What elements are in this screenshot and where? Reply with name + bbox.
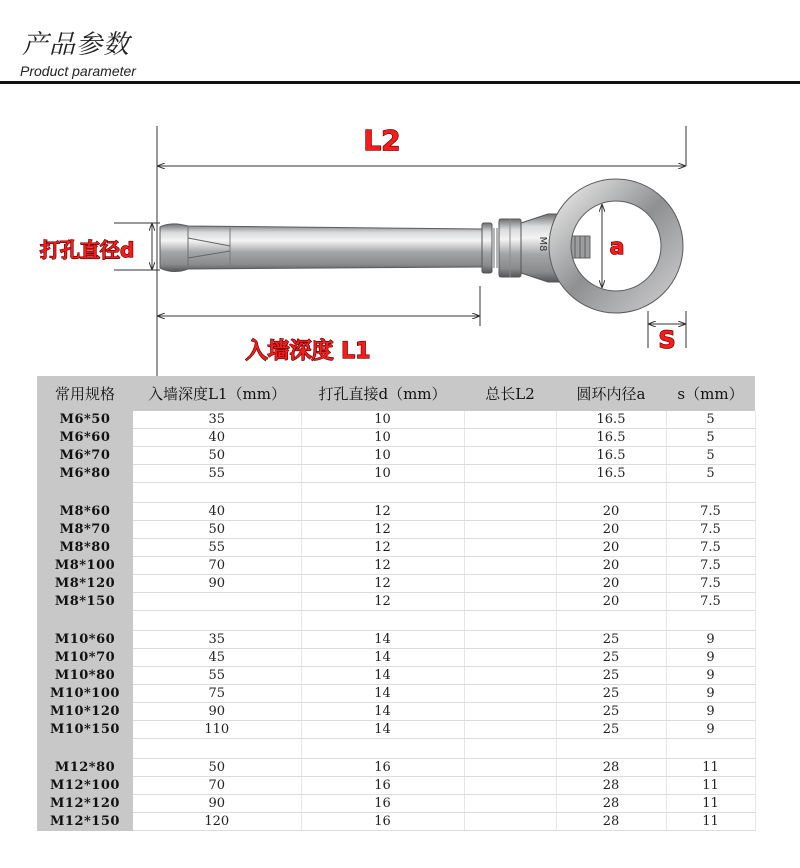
cell-model: M6*60 (37, 429, 133, 447)
cell-model: M8*120 (37, 575, 133, 593)
spacer-cell (666, 611, 755, 631)
cell-total-length (464, 411, 556, 429)
cell-ring-inner-diameter: 28 (556, 759, 666, 777)
cell-embed-depth: 50 (133, 447, 301, 465)
cell-s: 7.5 (666, 575, 755, 593)
eye-bolt-diagram (0, 86, 800, 376)
cell-total-length (464, 667, 556, 685)
cell-model: M10*100 (37, 685, 133, 703)
table-row (37, 575, 755, 593)
label-ring-thickness: S (658, 326, 676, 354)
cell-ring-inner-diameter: 25 (556, 667, 666, 685)
cell-embed-depth: 90 (133, 703, 301, 721)
cell-embed-depth: 55 (133, 465, 301, 483)
cell-embed-depth: 40 (133, 503, 301, 521)
cell-total-length (464, 631, 556, 649)
cell-drill-diameter: 10 (301, 447, 464, 465)
cell-ring-inner-diameter: 28 (556, 795, 666, 813)
table-row (37, 667, 755, 685)
cell-s: 9 (666, 631, 755, 649)
table-row (37, 631, 755, 649)
page-title: 产品参数 (22, 30, 131, 60)
cell-s: 7.5 (666, 593, 755, 611)
cell-drill-diameter: 10 (301, 465, 464, 483)
cell-s: 9 (666, 667, 755, 685)
table-row (37, 465, 755, 483)
cell-drill-diameter: 12 (301, 503, 464, 521)
table-row (37, 649, 755, 667)
spec-table-body (37, 411, 755, 831)
table-row (37, 721, 755, 739)
cell-model: M10*80 (37, 667, 133, 685)
cell-total-length (464, 777, 556, 795)
spacer-cell (133, 739, 301, 759)
cell-embed-depth: 55 (133, 667, 301, 685)
cell-s: 11 (666, 813, 755, 831)
cell-model: M12*120 (37, 795, 133, 813)
cell-total-length (464, 593, 556, 611)
group-spacer-row (37, 611, 755, 631)
cell-total-length (464, 521, 556, 539)
cell-ring-inner-diameter: 25 (556, 703, 666, 721)
label-drill-diameter: 打孔直径d (40, 238, 135, 262)
cell-model: M8*150 (37, 593, 133, 611)
label-total-length: L2 (363, 124, 401, 157)
spacer-cell (464, 611, 556, 631)
cell-model: M12*100 (37, 777, 133, 795)
col-s: s（mm） (666, 376, 755, 411)
table-row (37, 411, 755, 429)
cell-ring-inner-diameter: 16.5 (556, 447, 666, 465)
cell-embed-depth: 50 (133, 521, 301, 539)
cell-embed-depth: 110 (133, 721, 301, 739)
cell-ring-inner-diameter: 16.5 (556, 429, 666, 447)
spacer-cell (37, 739, 133, 759)
spacer-cell (666, 483, 755, 503)
cell-embed-depth: 40 (133, 429, 301, 447)
thread-mark: M8 (537, 236, 548, 252)
spacer-cell (37, 611, 133, 631)
col-embed-depth: 入墙深度L1（mm） (133, 376, 301, 411)
cell-s: 9 (666, 649, 755, 667)
spacer-cell (556, 739, 666, 759)
table-row (37, 557, 755, 575)
spacer-cell (556, 483, 666, 503)
cell-embed-depth: 75 (133, 685, 301, 703)
group-spacer-row (37, 739, 755, 759)
cell-s: 9 (666, 685, 755, 703)
cell-embed-depth: 90 (133, 575, 301, 593)
page-subtitle: Product parameter (20, 63, 136, 79)
cell-s: 11 (666, 777, 755, 795)
cell-embed-depth (133, 593, 301, 611)
cell-ring-inner-diameter: 16.5 (556, 411, 666, 429)
cell-ring-inner-diameter: 16.5 (556, 465, 666, 483)
header-divider (0, 81, 800, 84)
cell-total-length (464, 557, 556, 575)
cell-total-length (464, 539, 556, 557)
cell-embed-depth: 35 (133, 411, 301, 429)
spacer-cell (464, 739, 556, 759)
cell-total-length (464, 447, 556, 465)
cell-s: 7.5 (666, 521, 755, 539)
spacer-cell (666, 739, 755, 759)
cell-model: M10*150 (37, 721, 133, 739)
cell-total-length (464, 721, 556, 739)
spacer-cell (133, 483, 301, 503)
cell-ring-inner-diameter: 25 (556, 649, 666, 667)
spacer-cell (301, 611, 464, 631)
table-row (37, 429, 755, 447)
cell-ring-inner-diameter: 28 (556, 777, 666, 795)
cell-model: M8*100 (37, 557, 133, 575)
cell-drill-diameter: 16 (301, 777, 464, 795)
cell-s: 11 (666, 795, 755, 813)
table-row (37, 703, 755, 721)
cell-drill-diameter: 12 (301, 593, 464, 611)
cell-drill-diameter: 16 (301, 813, 464, 831)
cell-drill-diameter: 12 (301, 575, 464, 593)
cell-ring-inner-diameter: 20 (556, 593, 666, 611)
spacer-cell (301, 483, 464, 503)
cell-ring-inner-diameter: 20 (556, 539, 666, 557)
table-row (37, 447, 755, 465)
cell-drill-diameter: 14 (301, 631, 464, 649)
spec-table-header (37, 376, 755, 411)
cell-embed-depth: 120 (133, 813, 301, 831)
label-ring-inner-diameter: a (609, 235, 625, 260)
cell-model: M8*60 (37, 503, 133, 521)
cell-embed-depth: 45 (133, 649, 301, 667)
cell-embed-depth: 70 (133, 777, 301, 795)
table-row (37, 539, 755, 557)
cell-model: M8*70 (37, 521, 133, 539)
table-row (37, 503, 755, 521)
cell-s: 7.5 (666, 503, 755, 521)
spacer-cell (301, 739, 464, 759)
cell-s: 5 (666, 429, 755, 447)
cell-drill-diameter: 16 (301, 795, 464, 813)
cell-s: 9 (666, 703, 755, 721)
cell-drill-diameter: 10 (301, 411, 464, 429)
cell-embed-depth: 90 (133, 795, 301, 813)
cell-drill-diameter: 14 (301, 703, 464, 721)
spacer-cell (133, 611, 301, 631)
cell-total-length (464, 685, 556, 703)
cell-model: M6*80 (37, 465, 133, 483)
cell-model: M6*70 (37, 447, 133, 465)
cell-ring-inner-diameter: 25 (556, 685, 666, 703)
cell-drill-diameter: 12 (301, 557, 464, 575)
table-row (37, 777, 755, 795)
cell-model: M10*70 (37, 649, 133, 667)
table-row (37, 685, 755, 703)
col-drill-diameter: 打孔直接d（mm） (301, 376, 464, 411)
cell-s: 11 (666, 759, 755, 777)
cell-s: 5 (666, 465, 755, 483)
table-row (37, 521, 755, 539)
cell-model: M10*60 (37, 631, 133, 649)
cell-model: M6*50 (37, 411, 133, 429)
spec-table (37, 376, 756, 831)
cell-drill-diameter: 12 (301, 539, 464, 557)
cell-drill-diameter: 16 (301, 759, 464, 777)
table-row (37, 593, 755, 611)
table-row (37, 795, 755, 813)
cell-total-length (464, 429, 556, 447)
col-ring-inner-diameter: 圆环内径a (556, 376, 666, 411)
cell-ring-inner-diameter: 25 (556, 721, 666, 739)
col-total-length: 总长L2 (464, 376, 556, 411)
table-row (37, 759, 755, 777)
cell-s: 9 (666, 721, 755, 739)
cell-ring-inner-diameter: 20 (556, 557, 666, 575)
cell-s: 7.5 (666, 539, 755, 557)
cell-total-length (464, 465, 556, 483)
group-spacer-row (37, 483, 755, 503)
col-model: 常用规格 (37, 376, 133, 411)
cell-total-length (464, 575, 556, 593)
cell-drill-diameter: 12 (301, 521, 464, 539)
spacer-cell (37, 483, 133, 503)
eye-bolt-illustration (160, 179, 683, 313)
cell-ring-inner-diameter: 25 (556, 631, 666, 649)
cell-total-length (464, 813, 556, 831)
cell-s: 7.5 (666, 557, 755, 575)
cell-drill-diameter: 14 (301, 667, 464, 685)
cell-ring-inner-diameter: 20 (556, 575, 666, 593)
cell-drill-diameter: 10 (301, 429, 464, 447)
cell-drill-diameter: 14 (301, 721, 464, 739)
cell-total-length (464, 649, 556, 667)
table-row (37, 813, 755, 831)
cell-total-length (464, 503, 556, 521)
cell-embed-depth: 70 (133, 557, 301, 575)
page-header (0, 0, 800, 86)
spacer-cell (464, 483, 556, 503)
cell-ring-inner-diameter: 28 (556, 813, 666, 831)
cell-embed-depth: 35 (133, 631, 301, 649)
cell-model: M8*80 (37, 539, 133, 557)
cell-embed-depth: 55 (133, 539, 301, 557)
cell-model: M12*150 (37, 813, 133, 831)
spacer-cell (556, 611, 666, 631)
cell-embed-depth: 50 (133, 759, 301, 777)
label-embed-depth: 入墙深度 L1 (245, 339, 371, 364)
cell-s: 5 (666, 411, 755, 429)
cell-s: 5 (666, 447, 755, 465)
cell-drill-diameter: 14 (301, 649, 464, 667)
cell-total-length (464, 759, 556, 777)
cell-ring-inner-diameter: 20 (556, 521, 666, 539)
cell-model: M10*120 (37, 703, 133, 721)
cell-model: M12*80 (37, 759, 133, 777)
cell-total-length (464, 795, 556, 813)
cell-ring-inner-diameter: 20 (556, 503, 666, 521)
cell-total-length (464, 703, 556, 721)
cell-drill-diameter: 14 (301, 685, 464, 703)
